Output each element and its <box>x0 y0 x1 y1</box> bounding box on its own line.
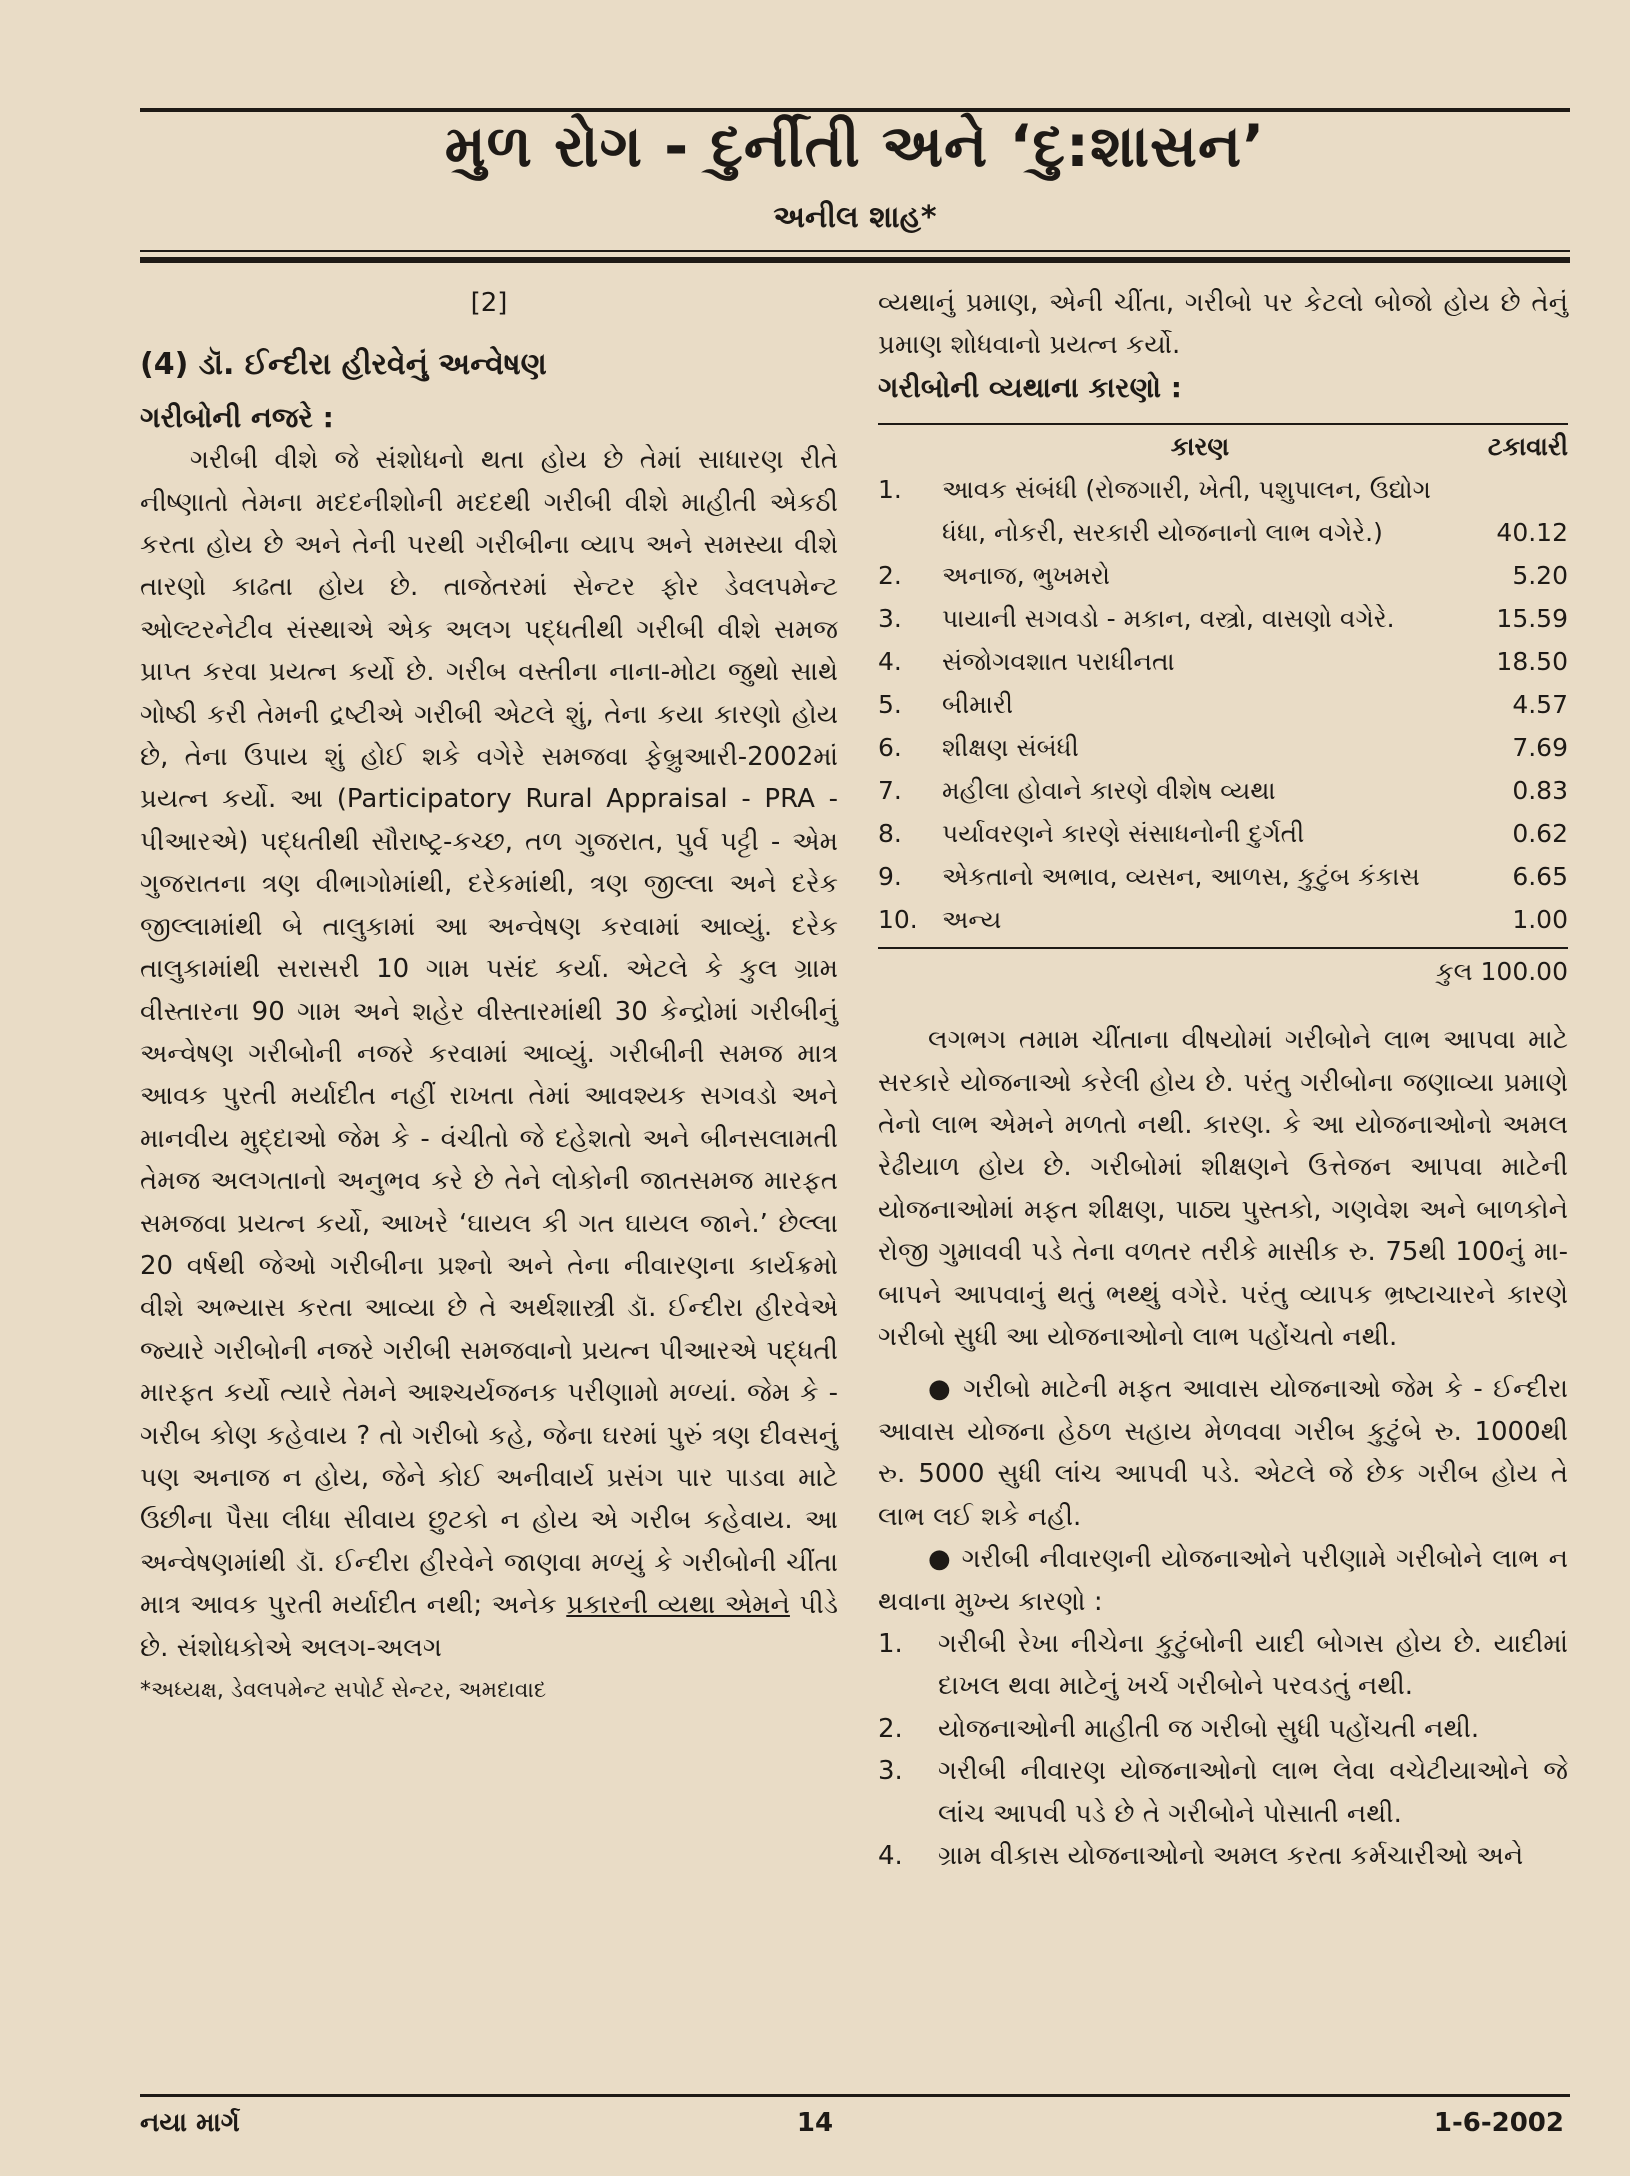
row-percent: 18.50 <box>1496 647 1568 677</box>
table-row <box>878 640 1568 683</box>
table-body <box>878 468 1568 941</box>
list-item <box>878 1623 1568 1708</box>
row-cause: બીમારી <box>942 690 1014 720</box>
row-percent: 0.83 <box>1512 776 1568 806</box>
row-number: 8. <box>878 819 902 849</box>
table-row <box>878 726 1568 769</box>
row-cause: આવક સંબંધી (રોજગારી, ખેતી, પશુપાલન, ઉદ્યોગ ધંધા, નોકરી, સરકારી યોજનાનો લાભ વગેરે.) <box>942 475 1431 548</box>
table-row <box>878 683 1568 726</box>
table-row <box>878 855 1568 898</box>
causes-table <box>878 423 1568 941</box>
part-number: [2] <box>470 288 508 318</box>
continued-paragraph: વ્યથાનું પ્રમાણ, એની ચીંતા, ગરીબો પર કેટલો બોજો હોય છે તેનું પ્રમાણ શોધવાનો પ્રયત્ન કર્યો. <box>878 288 1568 361</box>
table-row <box>878 468 1568 554</box>
body-paragraph-2: લગભગ તમામ ચીંતાના વીષયોમાં ગરીબોને લાભ આપવા માટે સરકારે યોજનાઓ કરેલી હોય છે. પરંતુ ગરીબોના જણાવ્યા પ્રમાણે તેનો લાભ એમને મળતો નથી. કારણ. કે આ યોજનાઓનો અમલ રેઢીયાળ હોય છે. ગરીબોમાં શીક્ષણને ઉત્તેજન આપવા માટેની યોજનાઓમાં મફત શીક્ષણ, પાઠ્ય પુસ્તકો, ગણવેશ અને બાળકોને રોજી ગુમાવવી પડે તેના વળતર તરીકે માસીક રુ. 75થી 100નું મા-બાપને આપવાનું થતું ભથ્થું વગેરે. પરંતુ વ્યાપક ભ્રષ્ટાચારને કારણે ગરીબો સુધી આ યોજનાઓનો લાભ પહોંચતો નથી. <box>878 1025 1568 1353</box>
row-cause: પાયાની સગવડો - મકાન, વસ્ત્રો, વાસણો વગેરે. <box>942 604 1395 634</box>
row-number: 3. <box>878 604 902 634</box>
row-number: 4. <box>878 647 902 677</box>
list-item <box>878 1750 1568 1835</box>
list-item-number: 3. <box>878 1756 903 1787</box>
article-author: અનીલ શાહ* <box>773 200 937 235</box>
list-item <box>878 1708 1568 1750</box>
row-cause: એકતાનો અભાવ, વ્યસન, આળસ, કુટુંબ કંકાસ <box>942 862 1420 892</box>
list-item-text: ગ્રામ વીકાસ યોજનાઓનો અમલ કરતા કર્મચારીઓ અને <box>938 1840 1524 1871</box>
row-percent: 1.00 <box>1512 905 1568 935</box>
row-cause: પર્યાવરણને કારણે સંસાધનોની દુર્ગતી <box>942 819 1305 849</box>
row-cause: સંજોગવશાત પરાધીનતા <box>942 647 1175 677</box>
row-percent: 40.12 <box>1496 518 1568 548</box>
list-item <box>878 1835 1568 1877</box>
row-percent: 4.57 <box>1512 690 1568 720</box>
table-total: કુલ 100.00 <box>1436 957 1568 987</box>
row-cause: મહીલા હોવાને કારણે વીશેષ વ્યથા <box>942 776 1276 806</box>
header-rule-thin <box>140 250 1570 252</box>
header-rule-thick <box>140 257 1570 263</box>
table-header-cause: કારણ <box>1170 432 1230 462</box>
table-heading: ગરીબોની વ્યથાના કારણો : <box>878 370 1182 404</box>
row-cause: અન્ય <box>942 905 1002 935</box>
table-header-percent: ટકાવારી <box>1487 432 1568 462</box>
row-cause: અનાજ, ભુખમરો <box>942 561 1111 591</box>
article-title: મુળ રોગ - દુર્નીતી અને ‘દુ:શાસન’ <box>444 112 1266 180</box>
footer-magazine-name: નયા માર્ગ <box>140 2108 240 2138</box>
right-column <box>878 282 1568 1877</box>
list-item-text: યોજનાઓની માહીતી જ ગરીબો સુધી પહોંચતી નથી. <box>938 1713 1480 1744</box>
table-row <box>878 812 1568 855</box>
list-item-text: ગરીબી નીવારણ યોજનાઓનો લાભ લેવા વચેટીયાઓને જે લાંચ આપવી પડે છે તે ગરીબોને પોસાતી નથી. <box>938 1756 1568 1829</box>
row-percent: 0.62 <box>1512 819 1568 849</box>
row-number: 2. <box>878 561 902 591</box>
body-paragraph-3: ● ગરીબો માટેની મફત આવાસ યોજનાઓ જેમ કે - ઈન્દીરા આવાસ યોજના હેઠળ સહાય મેળવવા ગરીબ કુટુંબે રુ. 1000થી રુ. 5000 સુધી લાંચ આપવી પડે. એટલે જે છેક ગરીબ હોય તે લાભ લઈ શકે નહી. <box>878 1374 1568 1532</box>
row-percent: 6.65 <box>1512 862 1568 892</box>
row-number: 6. <box>878 733 902 763</box>
reasons-list <box>878 1623 1568 1877</box>
row-number: 10. <box>878 905 918 935</box>
footnote: *અધ્યક્ષ, ડેવલપમેન્ટ સપોર્ટ સેન્ટર, અમદાવાદ <box>140 1678 547 1703</box>
row-number: 9. <box>878 862 902 892</box>
table-row <box>878 898 1568 941</box>
body-paragraph-4: ● ગરીબી નીવારણની યોજનાઓને પરીણામે ગરીબોને લાભ ન થવાના મુખ્ય કારણો : <box>878 1544 1568 1617</box>
row-percent: 5.20 <box>1512 561 1568 591</box>
table-row <box>878 769 1568 812</box>
row-number: 1. <box>878 475 902 505</box>
left-column <box>140 282 838 1709</box>
row-percent: 7.69 <box>1512 733 1568 763</box>
table-header-row <box>878 424 1568 468</box>
row-percent: 15.59 <box>1496 604 1568 634</box>
row-number: 5. <box>878 690 902 720</box>
row-number: 7. <box>878 776 902 806</box>
section-heading: (4) ડૉ. ઈન્દીરા હીરવેનું અન્વેષણ <box>140 347 547 383</box>
footer-page-number: 14 <box>796 2108 834 2138</box>
list-item-text: ગરીબી રેખા નીચેના કુટુંબોની યાદી બોગસ હોય છે. યાદીમાં દાખલ થવા માટેનું ખર્ચ ગરીબોને પરવડતું નથી. <box>938 1628 1568 1702</box>
row-cause: શીક્ષણ સંબંધી <box>942 733 1079 763</box>
table-row <box>878 597 1568 640</box>
footer-date: 1-6-2002 <box>1433 2108 1564 2138</box>
list-item-number: 2. <box>878 1713 903 1744</box>
list-item-number: 4. <box>878 1840 903 1871</box>
sub-heading: ગરીબોની નજરે : <box>140 400 334 434</box>
list-item-number: 1. <box>878 1628 903 1659</box>
paragraph-text-end: પીડે છે. સંશોધકોએ અલગ-અલગ <box>140 1590 838 1663</box>
paragraph-text: ગરીબી વીશે જે સંશોધનો થતા હોય છે તેમાં સાધારણ રીતે નીષ્ણાતો તેમના મદદનીશોની મદદથી ગરીબી વીશે માહીતી એકઠી કરતા હોય છે અને તેની પરથી ગરીબીના વ્યાપ અને સમસ્યા વીશે તારણો કાઢતા હોય છે. તાજેતરમાં સેન્ટર ફોર ડેવલપમેન્ટ ઓલ્ટરનેટીવ સંસ્થાએ એક અલગ પદ્ધતીથી ગરીબી વીશે સમજ પ્રાપ્ત કરવા પ્રયત્ન કર્યો છે. ગરીબ વસ્તીના નાના-મોટા જુથો સાથે ગોષ્ઠી કરી તેમની દ્રષ્ટીએ ગરીબી એટલે શું, તેના કયા કારણો હોય છે, તેના ઉપાય શું હોઈ શકે વગેરે સમજવા ફેબ્રુઆરી-2002માં પ્રયત્ન કર્યો. આ (Participatory Rural Appraisal - PRA - પીઆરએ) પદ્ધતીથી સૌરાષ્ટ્ર-કચ્છ, તળ ગુજરાત, પુર્વ પટ્ટી - એમ ગુજરાતના ત્રણ વીભાગોમાંથી, દરેકમાંથી, ત્રણ જીલ્લા અને દરેક જીલ્લામાંથી બે તાલુકામાં આ અન્વેષણ કરવામાં આવ્યું. દરેક તાલુકામાંથી સરાસરી 10 ગામ પસંદ કર્યા. એટલે કે કુલ ગ્રામ વીસ્તારના 90 ગામ અને શહેર વીસ્તારમાંથી 30 કેન્દ્રોમાં ગરીબીનું અન્વેષણ ગરીબોની નજરે કરવામાં આવ્યું. ગરીબીની સમજ માત્ર આવક પુરતી મર્યાદીત નહીં રાખતા તેમાં આવશ્યક સગવડો અને માનવીય મુદ્દાઓ જેમ કે - વંચીતો જે દહેશતો અને બીનસલામતી તેમજ અલગતાનો અનુભવ કરે છે તેને લોકોની જાતસમજ મારફત સમજવા પ્રયત્ન કર્યો, આખરે ‘ઘાયલ કી ગત ઘાયલ જાને.’ છેલ્લા 20 વર્ષથી જેઓ ગરીબીના પ્રશ્નો અને તેના નીવારણના કાર્યક્રમો વીશે અભ્યાસ કરતા આવ્યા છે તે અર્થશાસ્ત્રી ડૉ. ઈન્દીરા હીરવેએ જ્યારે ગરીબોની નજરે ગરીબી સમજવાનો પ્રયત્ન પીઆરએ પદ્ધતી મારફત કર્યો ત્યારે તેમને આશ્ચર્યજનક પરીણામો મળ્યાં. જેમ કે - ગરીબ કોણ કહેવાય ? તો ગરીબો કહે, જેના ઘરમાં પુરું ત્રણ દીવસનું પણ અનાજ ન હોય, જેને કોઈ અનીવાર્ય પ્રસંગ પાર પાડવા માટે ઉછીના પૈસા લીધા સીવાય છુટકો ન હોય એ ગરીબ કહેવાય. આ અન્વેષણમાંથી ડૉ. ઈન્દીરા હીરવેને જાણવા મળ્યું કે ગરીબોની ચીંતા માત્ર આવક પુરતી મર્યાદીત નથી; અનેક <box>140 445 838 1621</box>
footer-rule <box>140 2094 1570 2097</box>
body-paragraph <box>140 439 838 1669</box>
table-row <box>878 554 1568 597</box>
underlined-text: પ્રકારની વ્યથા એમને <box>566 1590 790 1621</box>
